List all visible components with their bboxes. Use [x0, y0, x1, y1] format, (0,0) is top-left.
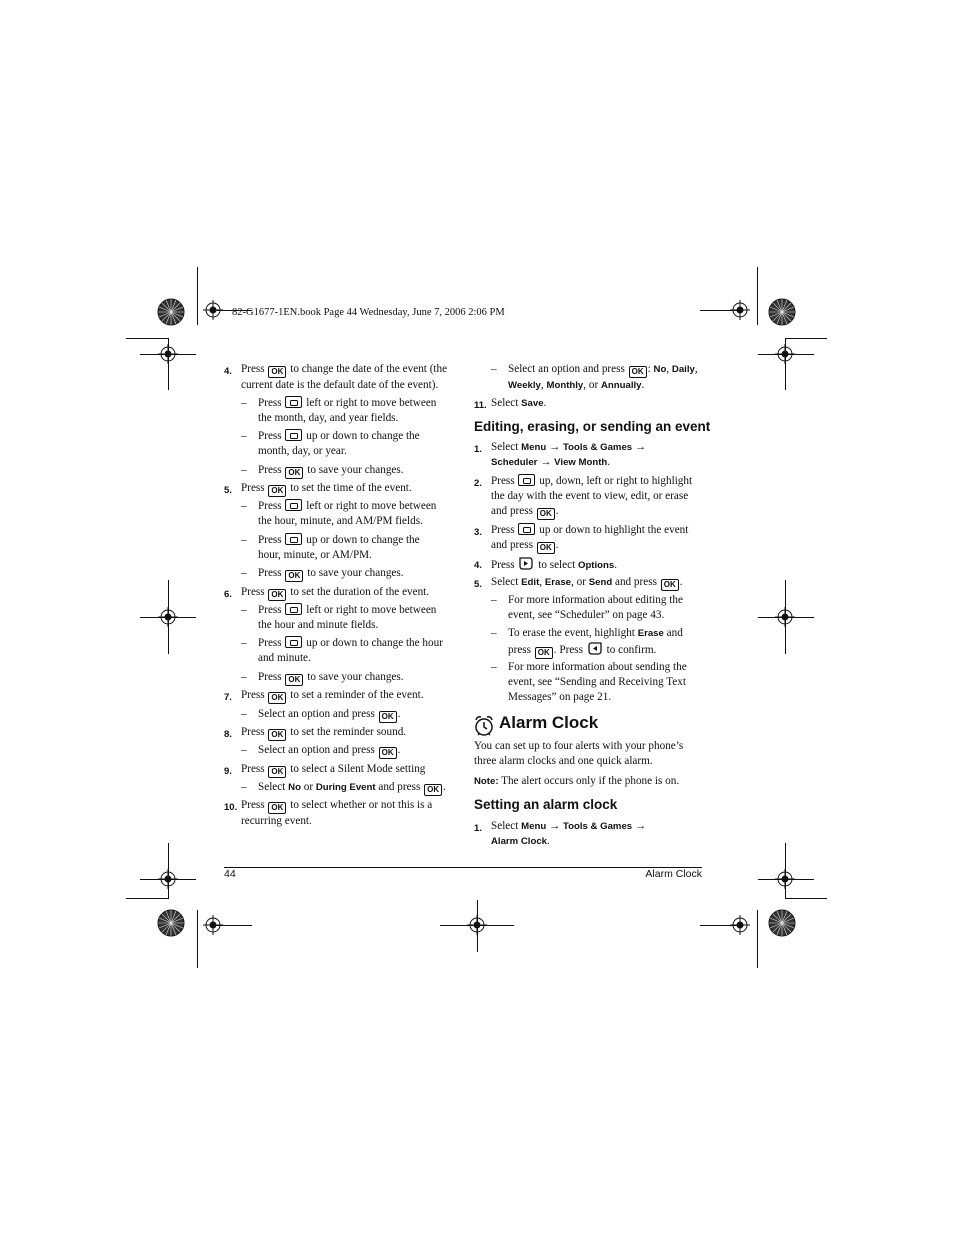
step-9: Press OK to select a Silent Mode setting — [241, 763, 426, 776]
step-6: Press OK to set the duration of the event. — [241, 586, 430, 599]
navigation-key-icon — [285, 396, 302, 408]
section-heading-editing: Editing, erasing, or sending an event — [474, 419, 711, 434]
registration-star — [769, 910, 795, 936]
ok-key-icon: OK — [537, 542, 555, 554]
step-7a: Select an option and press OK . — [258, 708, 401, 721]
step-number: 4. — [224, 366, 232, 377]
navigation-key-icon — [285, 429, 302, 441]
step-4: Press OK to change the date of the event (the current date is the default date of the event). — [241, 363, 448, 391]
step-4c: Press OK to save your changes. — [258, 464, 404, 477]
ok-key-icon: OK — [268, 766, 286, 778]
ok-key-icon: OK — [535, 647, 553, 659]
registration-target — [775, 344, 795, 364]
step-number: 9. — [224, 766, 232, 777]
step-number: 1. — [474, 444, 482, 455]
navigation-key-icon — [285, 603, 302, 615]
navigation-key-icon — [285, 533, 302, 545]
step-4b: Press up or down to change the month, day, or year. — [258, 430, 420, 457]
step-number: 11. — [474, 400, 487, 411]
registration-star — [158, 910, 184, 936]
page-number: 44 — [224, 868, 236, 880]
registration-target — [775, 607, 795, 627]
ok-key-icon: OK — [424, 784, 442, 796]
edit-step-5c: For more information about sending the event, see “Sending and Receiving Text Messages” on page 21. — [508, 661, 687, 703]
step-5b: Press up or down to change the hour, minute, or AM/PM. — [258, 534, 420, 561]
footer-section-title: Alarm Clock — [645, 868, 702, 880]
alarm-note: Note: The alert occurs only if the phone is on. — [474, 775, 680, 787]
step-number: 2. — [474, 478, 482, 489]
registration-target — [730, 300, 750, 320]
section-heading-alarm-clock: Alarm Clock — [499, 713, 599, 732]
step-number: 1. — [474, 823, 482, 834]
step-9a: Select No or During Event and press OK . — [258, 781, 446, 794]
alarm-step-1: Select Menu → Tools & Games → Alarm Clock. — [491, 820, 647, 847]
section-heading-setting-alarm: Setting an alarm clock — [474, 797, 618, 812]
ok-key-icon: OK — [268, 729, 286, 741]
registration-target — [730, 915, 750, 935]
registration-target — [158, 344, 178, 364]
edit-step-3: Press up or down to highlight the event and press OK . — [491, 524, 689, 552]
ok-key-icon: OK — [268, 802, 286, 814]
step-6b: Press up or down to change the hour and minute. — [258, 637, 443, 664]
step-number: 7. — [224, 692, 232, 703]
step-6a: Press left or right to move between the hour and minute fields. — [258, 604, 437, 631]
registration-star — [158, 299, 184, 325]
ok-key-icon: OK — [661, 579, 679, 591]
ok-key-icon: OK — [379, 747, 397, 759]
step-10: Press OK to select whether or not this is a recurring event. — [241, 799, 433, 827]
alarm-clock-icon — [474, 715, 494, 737]
step-8: Press OK to set the reminder sound. — [241, 726, 407, 739]
step-number: 10. — [224, 802, 238, 813]
step-4a: Press left or right to move between the month, day, and year fields. — [258, 397, 437, 424]
step-number: 5. — [224, 485, 232, 496]
step-5: Press OK to set the time of the event. — [241, 482, 412, 495]
ok-key-icon: OK — [629, 366, 647, 378]
registration-target — [203, 300, 223, 320]
registration-star — [769, 299, 795, 325]
edit-step-1: Select Menu → Tools & Games → Scheduler → View Month. — [491, 441, 647, 468]
ok-key-icon: OK — [379, 711, 397, 723]
edit-step-4: Press to select Options. — [491, 556, 617, 573]
step-10a: Select an option and press OK : No, Daily, Weekly, Monthly, or Annually. — [508, 363, 698, 391]
registration-target — [467, 915, 487, 935]
book-info-line: 82-G1677-1EN.book Page 44 Wednesday, June 7, 2006 2:06 PM — [232, 307, 505, 318]
ok-key-icon: OK — [285, 570, 303, 582]
edit-step-5a: For more information about editing the event, see “Scheduler” on page 43. — [508, 594, 683, 621]
step-7: Press OK to set a reminder of the event. — [241, 689, 424, 702]
step-8a: Select an option and press OK . — [258, 744, 401, 757]
left-softkey-icon — [587, 641, 603, 656]
ok-key-icon: OK — [268, 589, 286, 601]
step-number: 6. — [224, 589, 232, 600]
step-number: 3. — [474, 527, 482, 538]
navigation-key-icon — [518, 523, 535, 535]
navigation-key-icon — [285, 499, 302, 511]
right-softkey-icon — [518, 556, 534, 571]
step-number: 5. — [474, 579, 482, 590]
edit-step-2: Press up, down, left or right to highlight the day with the event to view, edit, or erase and press OK . — [491, 475, 693, 518]
alarm-intro: You can set up to four alerts with your phone’s three alarm clocks and one quick alarm. — [474, 740, 684, 767]
registration-target — [775, 869, 795, 889]
ok-key-icon: OK — [268, 485, 286, 497]
ok-key-icon: OK — [268, 692, 286, 704]
step-5a: Press left or right to move between the hour, minute, and AM/PM fields. — [258, 500, 437, 527]
registration-target — [158, 869, 178, 889]
navigation-key-icon — [285, 636, 302, 648]
ok-key-icon: OK — [268, 366, 286, 378]
ok-key-icon: OK — [537, 508, 555, 520]
step-number: 4. — [474, 560, 482, 571]
ok-key-icon: OK — [285, 674, 303, 686]
edit-step-5: Select Edit, Erase, or Send and press OK . — [491, 576, 683, 589]
step-5c: Press OK to save your changes. — [258, 567, 404, 580]
step-11: Select Save. — [491, 397, 547, 409]
navigation-key-icon — [518, 474, 535, 486]
footer-rule — [224, 867, 702, 868]
registration-target — [158, 607, 178, 627]
edit-step-5b: To erase the event, highlight Erase and press OK . Press to confirm. — [508, 627, 683, 657]
ok-key-icon: OK — [285, 467, 303, 479]
registration-target — [203, 915, 223, 935]
step-number: 8. — [224, 729, 232, 740]
step-6c: Press OK to save your changes. — [258, 671, 404, 684]
